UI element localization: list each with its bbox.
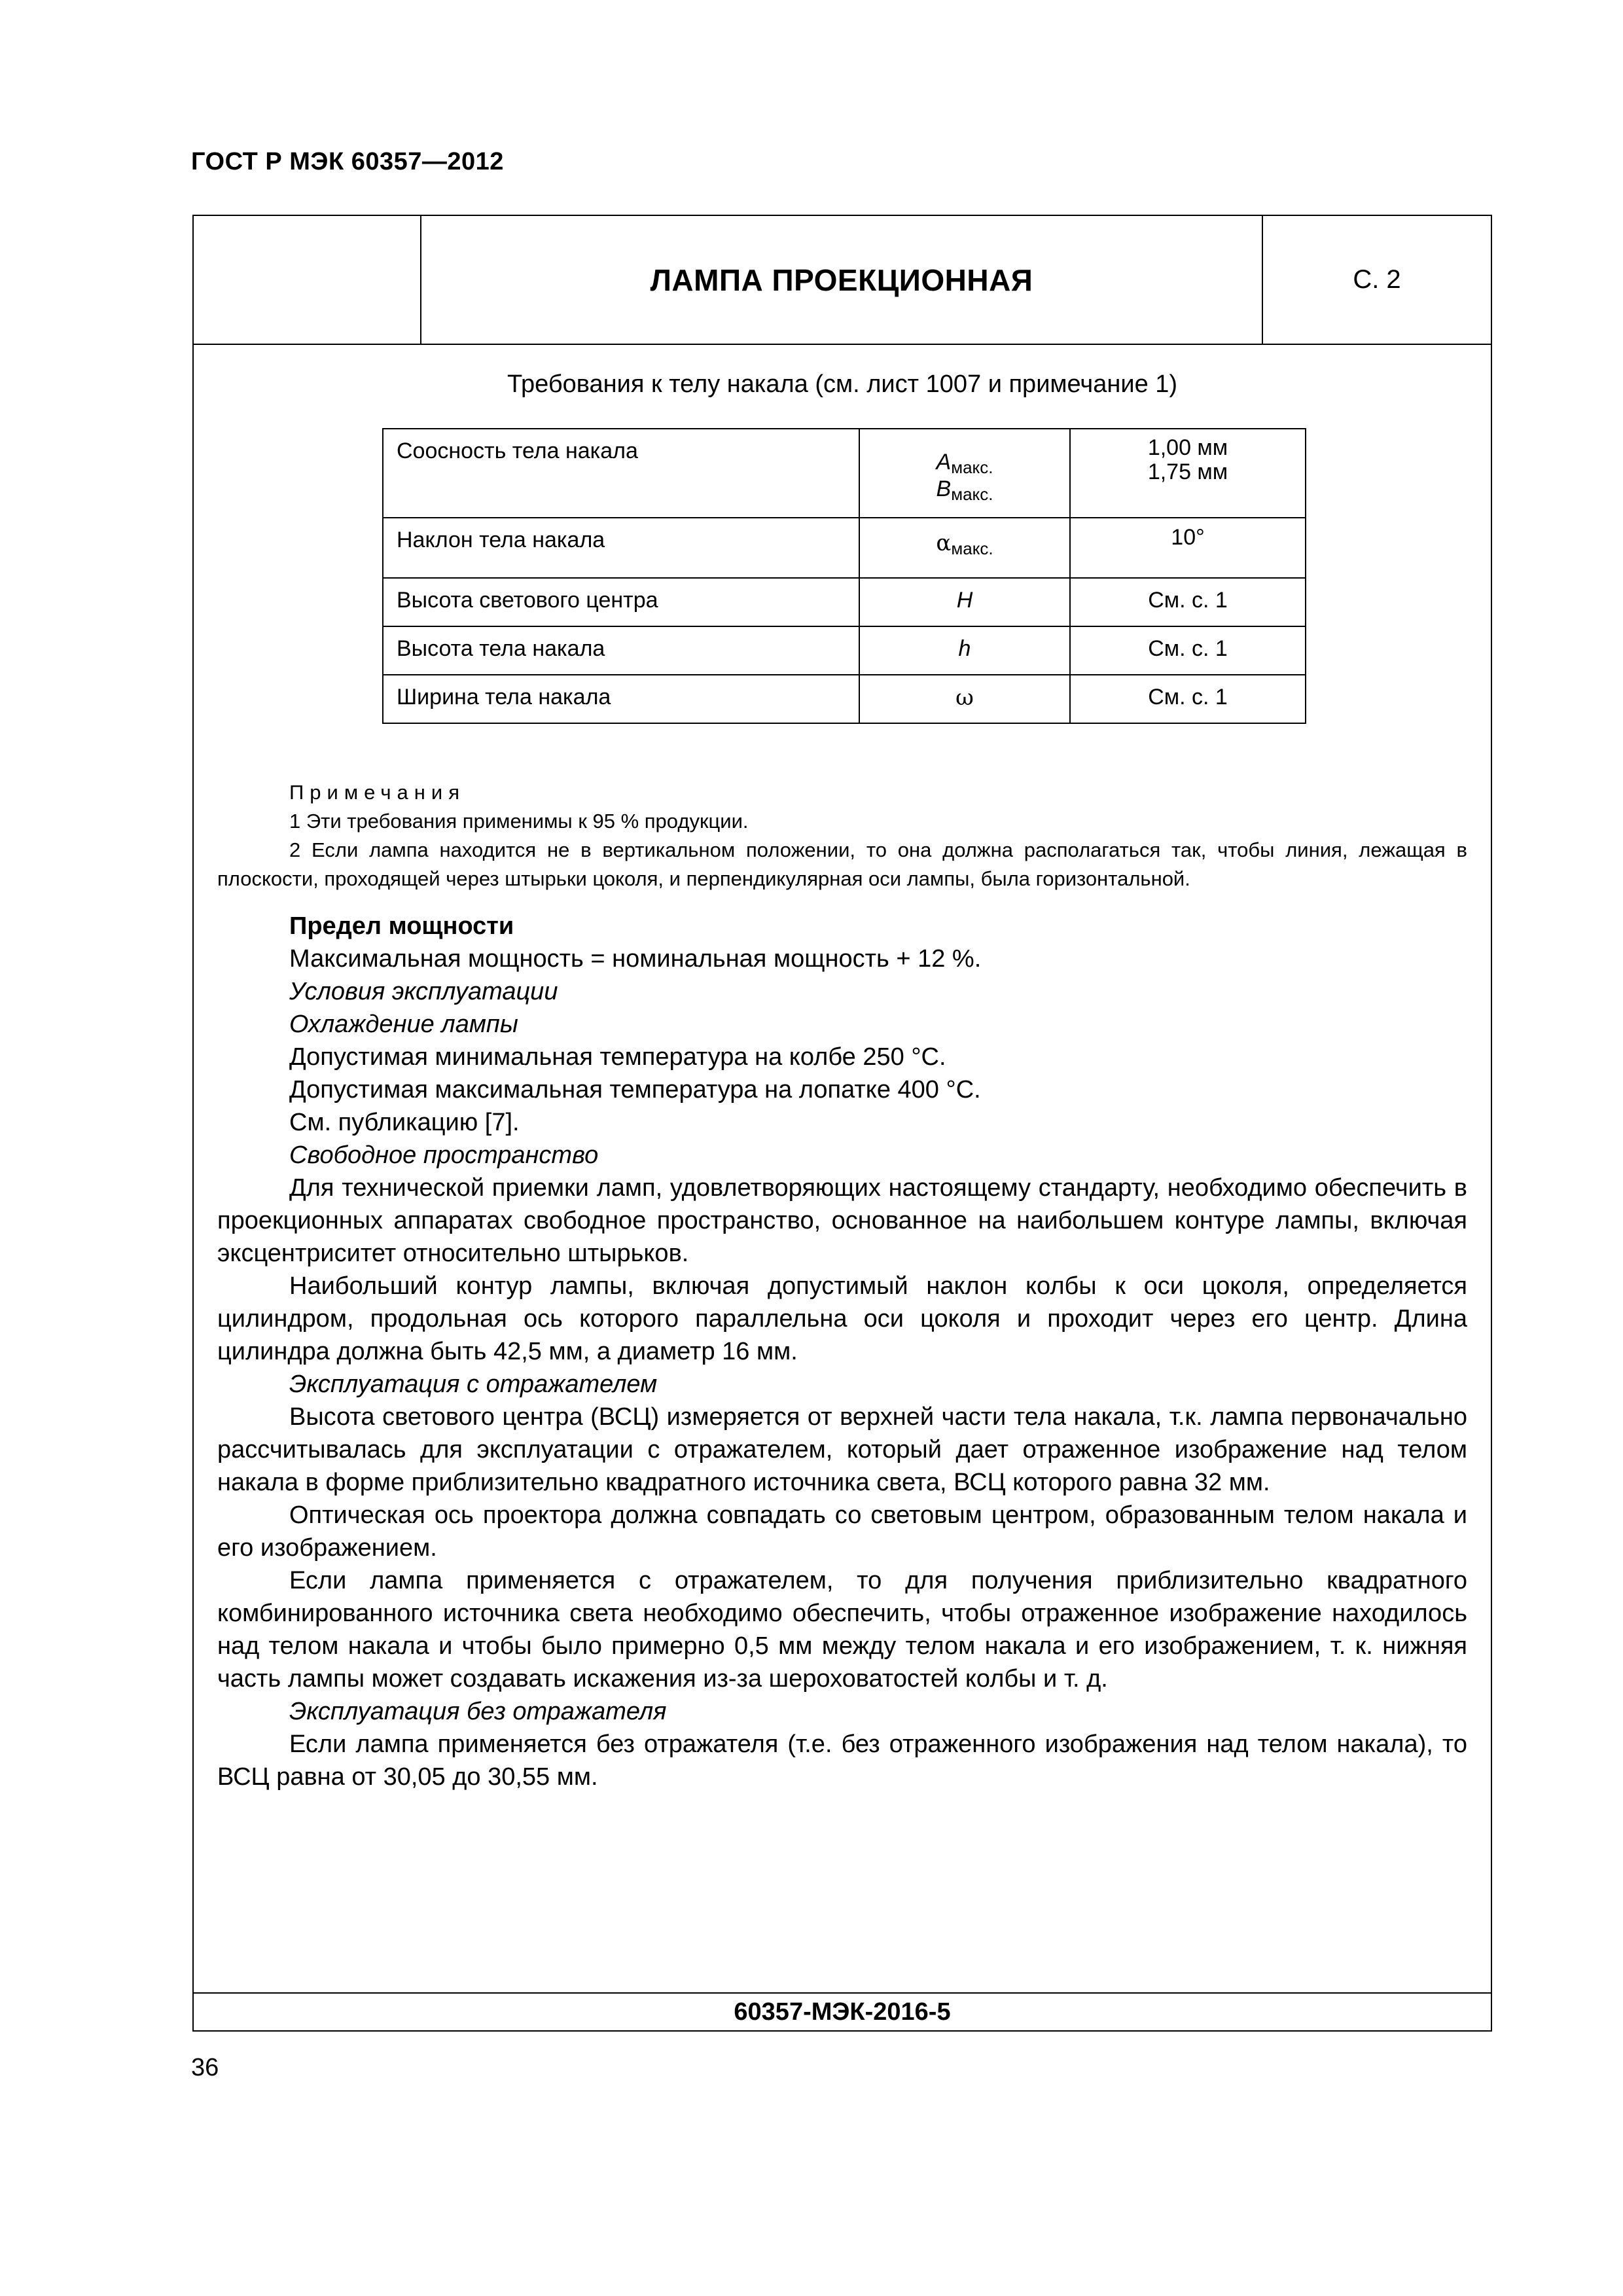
sheet-title: ЛАМПА ПРОЕКЦИОННАЯ <box>650 262 1033 297</box>
paragraph: Допустимая максимальная температура на лопатке 400 °С. <box>289 1076 981 1103</box>
section-heading: Эксплуатация с отражателем <box>289 1371 658 1398</box>
paragraph: Для технической приемки ламп, удовлетворяющих настоящему стандарту, необходимо обеспечить в проекционных аппаратах свободное пространство, основанное на наибольшем контуре лампы, включая эксцентриситет относительно штырьков. <box>217 1174 1467 1267</box>
row-symbol: H <box>859 578 1070 626</box>
requirements-heading: Требования к телу накала (см. лист 1007 и примечание 1) <box>507 370 1178 398</box>
main-text <box>217 910 1467 1793</box>
paragraph: Наибольший контур лампы, включая допустимый наклон колбы к оси цоколя, определяется цилиндром, продольная ось которого параллельна оси цоколя и проходит через его центр. Длина цилиндра должна быть 42,5 мм, а диаметр 16 мм. <box>217 1272 1467 1365</box>
table-row <box>383 675 1306 723</box>
note-item: 2 Если лампа находится не в вертикальном положении, то она должна располагаться так, чтобы линия, лежащая в плоскости, проходящей через штырьки цоколя, и перпендикулярная оси лампы, была горизонтальной. <box>217 838 1467 890</box>
table-row <box>383 429 1306 518</box>
sheet-frame <box>192 215 1492 2032</box>
paragraph: Если лампа применяется с отражателем, то для получения приблизительно квадратного комбинированного источника света необходимо обеспечить, чтобы отраженное изображение находилось над телом накала и чтобы было примерно 0,5 мм между телом накала и его изображением, т. к. нижняя часть лампы может создавать искажения из-за шероховатостей колбы и т. д. <box>217 1567 1467 1693</box>
row-name: Высота тела накала <box>383 626 859 675</box>
row-name: Ширина тела накала <box>383 675 859 723</box>
section-heading: Эксплуатация без отражателя <box>289 1698 667 1725</box>
section-heading: Свободное пространство <box>289 1141 599 1169</box>
filament-requirements-table <box>382 428 1306 724</box>
standard-header: ГОСТ Р МЭК 60357—2012 <box>191 148 504 175</box>
table-row <box>383 518 1306 578</box>
row-symbol: $\alpha_{макс.}$ <box>859 518 1070 578</box>
table-row <box>383 578 1306 626</box>
page-number: 36 <box>191 2054 219 2081</box>
row-name: Соосность тела накала <box>383 429 859 518</box>
section-heading: Условия эксплуатации <box>289 978 558 1005</box>
section-heading: Охлаждение лампы <box>289 1011 518 1038</box>
paragraph: Если лампа применяется без отражателя (т.е. без отраженного изображения над телом накала), то ВСЦ равна от 30,05 до 30,55 мм. <box>217 1731 1467 1791</box>
row-value: См. с. 1 <box>1070 578 1306 626</box>
row-symbol: h <box>859 626 1070 675</box>
row-symbol: ω <box>859 675 1070 723</box>
sheet-header-blank-cell <box>194 216 421 344</box>
row-value: См. с. 1 <box>1070 675 1306 723</box>
notes-title: Примечания <box>289 781 465 804</box>
row-value: 1,00 мм 1,75 мм <box>1070 429 1306 518</box>
section-heading: Предел мощности <box>289 912 514 940</box>
sheet-header <box>194 216 1491 345</box>
row-value: См. с. 1 <box>1070 626 1306 675</box>
notes-block <box>217 778 1467 893</box>
paragraph: Оптическая ось проектора должна совпадать со световым центром, образованным телом накала и его изображением. <box>217 1501 1467 1562</box>
sheet-page-label: С. 2 <box>1262 216 1491 344</box>
row-value: 10° <box>1070 518 1306 578</box>
row-name: Высота светового центра <box>383 578 859 626</box>
paragraph: Высота светового центра (ВСЦ) измеряется от верхней части тела накала, т.к. лампа первоначально рассчитывалась для эксплуатации с отражателем, который дает отраженное изображение над телом накала в форме приблизительно квадратного источника света, ВСЦ которого равна 32 мм. <box>217 1403 1467 1496</box>
row-name: Наклон тела накала <box>383 518 859 578</box>
sheet-footer-code: 60357-МЭК-2016-5 <box>194 1992 1491 2030</box>
paragraph: См. публикацию [7]. <box>289 1109 520 1136</box>
table-row <box>383 626 1306 675</box>
paragraph: Максимальная мощность = номинальная мощность + 12 %. <box>289 945 982 973</box>
note-item: 1 Эти требования применимы к 95 % продукции. <box>289 810 749 833</box>
paragraph: Допустимая минимальная температура на колбе 250 °С. <box>289 1043 946 1071</box>
row-symbol: $A_{макс.}$ $B_{макс.}$ <box>859 429 1070 518</box>
